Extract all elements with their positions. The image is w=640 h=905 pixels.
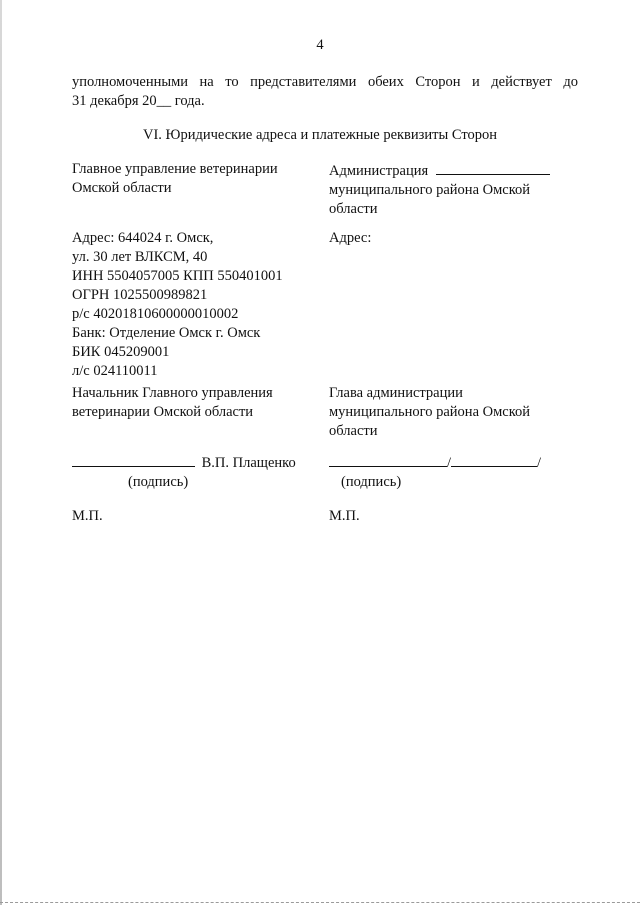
slash-separator: /: [537, 455, 542, 471]
intro-word: Сторон: [415, 74, 461, 90]
org-name-blank: [436, 160, 550, 175]
requisite-line: ОГРН 1025500989821: [72, 287, 208, 303]
intro-word: обеих: [367, 74, 404, 90]
signer-name: В.П. Плащенко: [201, 455, 296, 471]
requisite-line: р/с 40201810600000010002: [72, 306, 239, 322]
left-signature-line: [72, 452, 312, 473]
signature-caption: (подпись): [341, 474, 402, 490]
right-org-line: [329, 160, 579, 181]
requisite-line: БИК 045209001: [72, 344, 170, 360]
scan-bottom-edge: [0, 901, 640, 903]
left-requisites: [72, 229, 312, 381]
intro-paragraph: [72, 73, 578, 111]
right-org-name: Администрация: [329, 163, 429, 179]
right-signature-line: [329, 452, 579, 473]
right-requisites: [329, 229, 579, 248]
left-position-line: Начальник Главного управления: [72, 385, 273, 401]
requisite-line: Адрес: 644024 г. Омск,: [72, 230, 214, 246]
intro-word: действует: [491, 74, 552, 90]
intro-word: представителями: [250, 74, 357, 90]
intro-line-2: 31 декабря 20__ года.: [72, 93, 205, 109]
intro-word: то: [225, 74, 239, 90]
left-signature-block: [72, 452, 312, 492]
intro-word: и: [472, 74, 480, 90]
signature-blank: [329, 452, 447, 467]
right-position: [329, 384, 579, 441]
intro-word: до: [563, 74, 578, 90]
left-org-line: Главное управление ветеринарии: [72, 161, 278, 177]
left-stamp-place: М.П.: [72, 508, 103, 524]
signature-caption: (подпись): [128, 474, 189, 490]
left-position: [72, 384, 312, 422]
left-org-line: Омской области: [72, 180, 172, 196]
right-address-label: Адрес:: [329, 230, 372, 246]
right-position-line: муниципального района Омской: [329, 404, 531, 420]
left-organization: [72, 160, 312, 198]
intro-line-1: [72, 73, 578, 92]
right-position-line: Глава администрации: [329, 385, 463, 401]
right-organization: [329, 160, 579, 219]
page-number: 4: [316, 37, 324, 53]
right-stamp-place: М.П.: [329, 508, 360, 524]
intro-word: уполномоченными: [72, 74, 189, 90]
requisite-line: ИНН 5504057005 КПП 550401001: [72, 268, 283, 284]
right-org-line: муниципального района Омской: [329, 182, 531, 198]
left-position-line: ветеринарии Омской области: [72, 404, 254, 420]
requisite-line: ул. 30 лет ВЛКСМ, 40: [72, 249, 208, 265]
name-blank: [451, 452, 537, 467]
signature-blank: [72, 452, 195, 467]
section-title: VI. Юридические адреса и платежные реквизиты Сторон: [143, 127, 497, 143]
intro-word: на: [199, 74, 214, 90]
right-signature-block: [329, 452, 579, 492]
right-position-line: области: [329, 423, 378, 439]
requisite-line: л/с 024110011: [72, 363, 158, 379]
requisite-line: Банк: Отделение Омск г. Омск: [72, 325, 261, 341]
slash-separator: /: [447, 455, 452, 471]
right-org-line: области: [329, 201, 378, 217]
